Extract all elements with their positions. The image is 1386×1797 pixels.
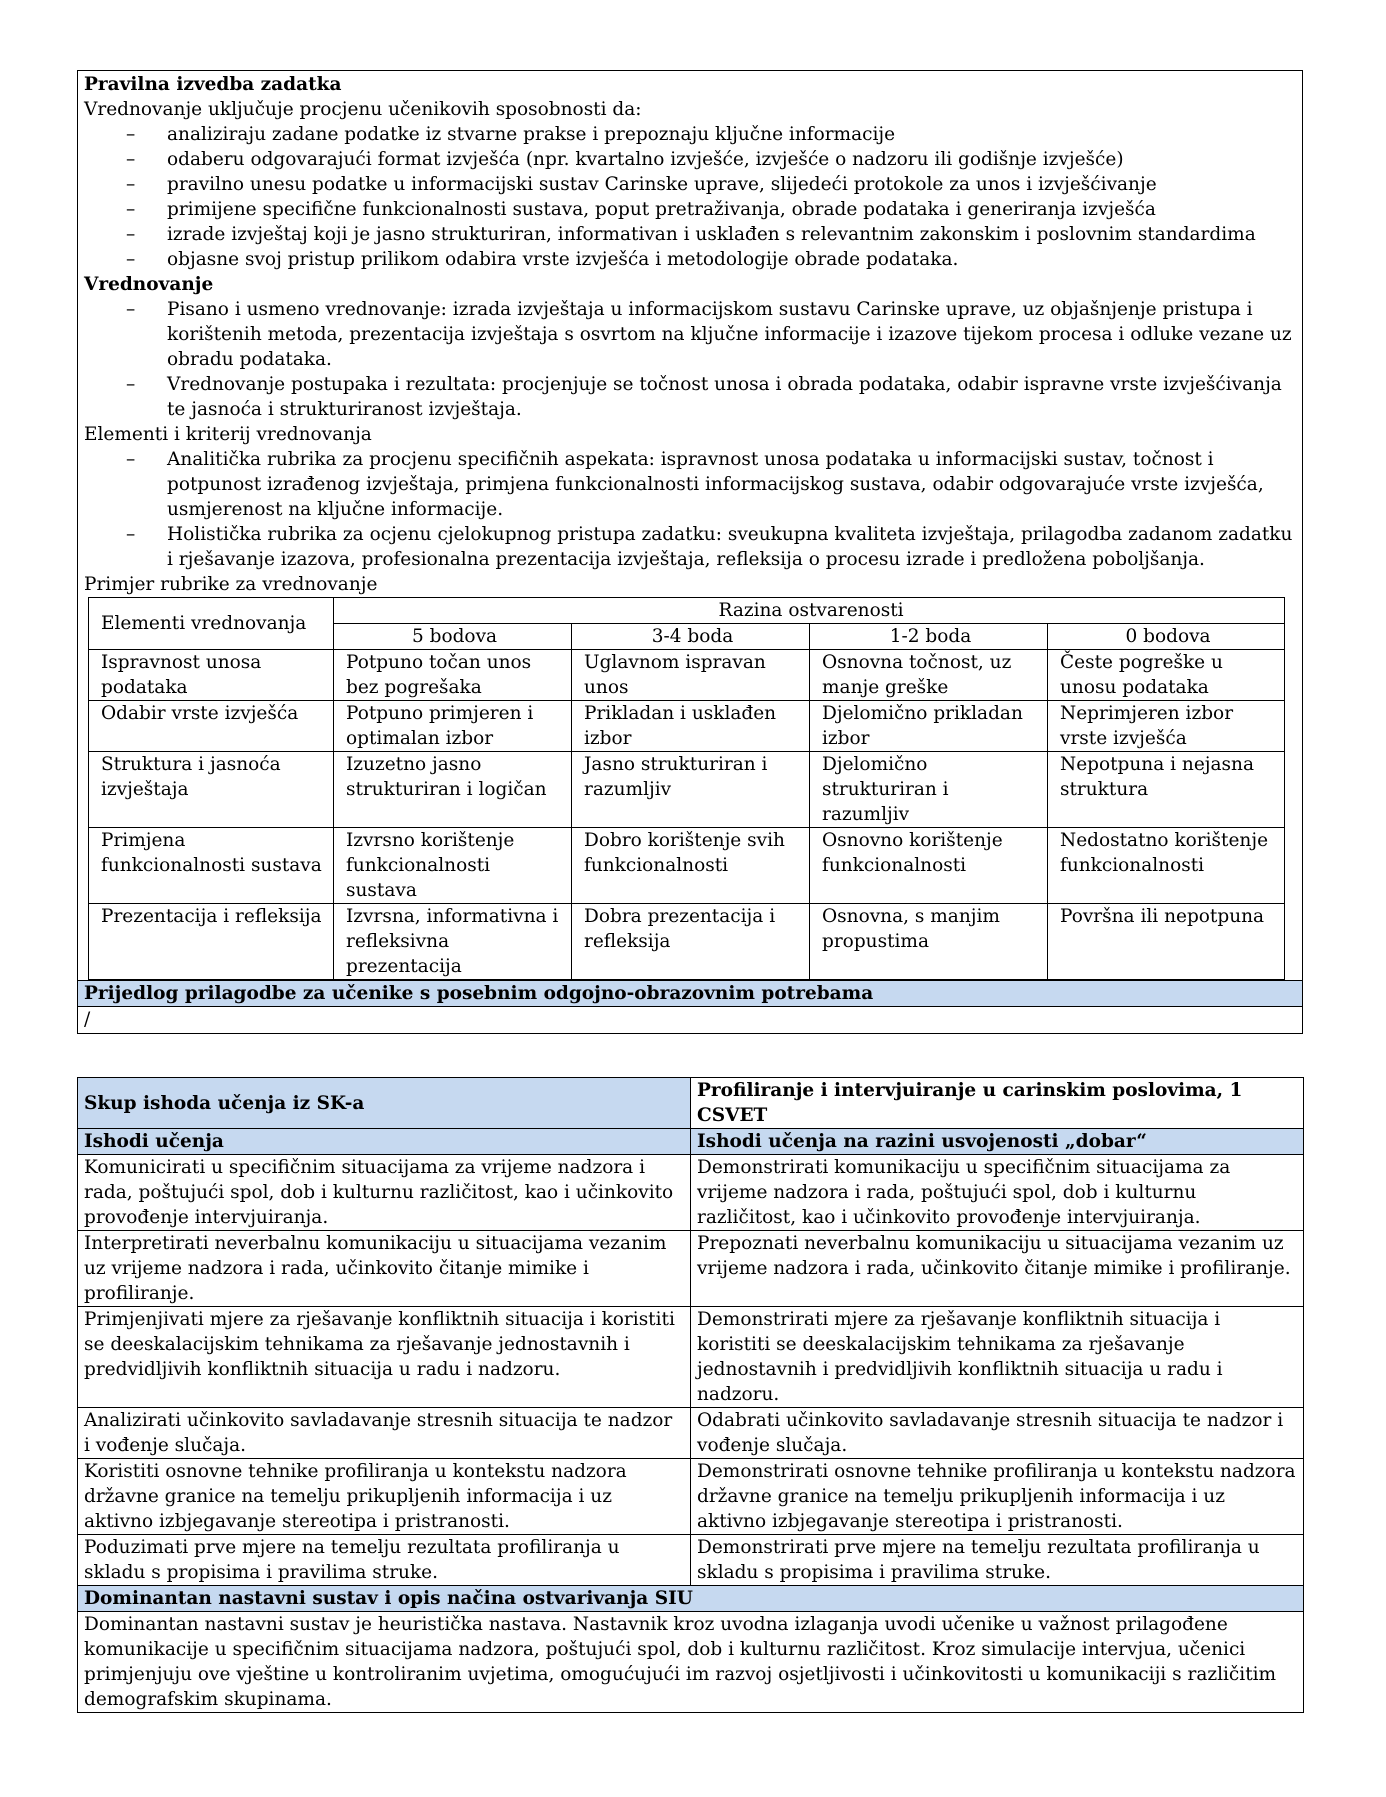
- module-title: Profiliranje i intervjuiranje u carinskim poslovima, 1 CSVET: [691, 1078, 1304, 1129]
- adaptation-value: /: [84, 1009, 91, 1030]
- outcome-cell: Prepoznati neverbalnu komunikaciju u situacijama vezanim uz vrijeme nadzora i rada, učinkovito čitanje mimike i profiliranje.: [691, 1231, 1304, 1307]
- assessment-intro: Vrednovanje uključuje procjenu učenikovih sposobnosti da:: [84, 99, 642, 120]
- outcomes-table: [77, 1077, 1304, 1713]
- rubric-cell: Česte pogreške u unosu podataka: [1048, 650, 1285, 701]
- assessment-section: [77, 70, 1303, 1034]
- rubric-cell: Primjena funkcionalnosti sustava: [89, 828, 334, 904]
- col-right-header: Ishodi učenja na razini usvojenosti „dobar“: [691, 1129, 1304, 1155]
- rubric-cell: Osnovna, s manjim propustima: [810, 904, 1048, 980]
- outcome-cell: Demonstrirati osnovne tehnike profiliranja u kontekstu nadzora državne granice na temelju prikupljenih informacija i uz aktivno izbjegavanje stereotipa i pristranosti.: [691, 1459, 1304, 1535]
- col-left-header: Ishodi učenja: [78, 1129, 691, 1155]
- rubric-cell: Potpuno točan unos bez pogrešaka: [334, 650, 572, 701]
- rubric-cell: Dobra prezentacija i refleksija: [572, 904, 810, 980]
- table-row: [78, 1535, 1304, 1586]
- outcome-cell: Analizirati učinkovito savladavanje stresnih situacija te nadzor i vođenje slučaja.: [78, 1408, 691, 1459]
- rubric-cell: Djelomično prikladan izbor: [810, 701, 1048, 752]
- assessment-heading: Pravilna izvedba zadatka: [84, 74, 342, 95]
- criteria-list: [84, 447, 1296, 572]
- rubric-cell: Dobro korištenje svih funkcionalnosti: [572, 828, 810, 904]
- adaptation-heading: Prijedlog prilagodbe za učenike s posebnim odgojno-obrazovnim potrebama: [78, 980, 1302, 1007]
- teaching-text: Dominantan nastavni sustav je heuristička nastava. Nastavnik kroz uvodna izlaganja uvodi učenike u važnost prilagođene komunikacije u specifičnim situacijama nadzora, poštujući spol, dob i kulturnu različitost. Kroz simulacije intervjua, učenici primjenjuju ove vještine u kontroliranim uvjetima, omogućujući im razvoj osjetljivosti i učinkovitosti u komunikaciji s različitim demografskim skupinama.: [78, 1612, 1304, 1713]
- table-row: [78, 1231, 1304, 1307]
- teaching-heading: Dominantan nastavni sustav i opis načina ostvarivanja SIU: [78, 1586, 1304, 1612]
- table-row: [89, 650, 1285, 701]
- rubric-level-header: 1-2 boda: [810, 624, 1048, 650]
- rubric-cell: Nedostatno korištenje funkcionalnosti: [1048, 828, 1285, 904]
- abilities-list: [84, 122, 1296, 272]
- table-row: [78, 1459, 1304, 1535]
- outcome-cell: Poduzimati prve mjere na temelju rezultata profiliranja u skladu s propisima i pravilima struke.: [78, 1535, 691, 1586]
- list-item: – Holistička rubrika za ocjenu cjelokupnog pristupa zadatku: sveukupna kvaliteta izvještaja, prilagodba zadanom zadatku i rješavanje izazova, profesionalna prezentacija izvještaja, refleksija o procesu izrade i predložena poboljšanja.: [84, 522, 1296, 572]
- list-item: – primijene specifične funkcionalnosti sustava, poput pretraživanja, obrade podataka i generiranja izvješća: [84, 197, 1296, 222]
- rubric-group-header: Razina ostvarenosti: [334, 598, 1285, 624]
- table-row: [89, 701, 1285, 752]
- rubric-cell: Struktura i jasnoća izvještaja: [89, 752, 334, 828]
- rubric-cell: Uglavnom ispravan unos: [572, 650, 810, 701]
- table-row: [78, 1155, 1304, 1231]
- criteria-heading: Elementi i kriterij vrednovanja: [84, 424, 372, 445]
- rubric-cell: Odabir vrste izvješća: [89, 701, 334, 752]
- rubric-cell: Nepotpuna i nejasna struktura: [1048, 752, 1285, 828]
- outcome-cell: Odabrati učinkovito savladavanje stresnih situacija te nadzor i vođenje slučaja.: [691, 1408, 1304, 1459]
- rubric-cell: Jasno strukturiran i razumljiv: [572, 752, 810, 828]
- rubric-cell: Neprimjeren izbor vrste izvješća: [1048, 701, 1285, 752]
- evaluation-list: [84, 297, 1296, 422]
- rubric-cell: Potpuno primjeren i optimalan izbor: [334, 701, 572, 752]
- list-item: – izrade izvještaj koji je jasno strukturiran, informativan i usklađen s relevantnim zakonskim i poslovnim standardima: [84, 222, 1296, 247]
- list-item: – Pisano i usmeno vrednovanje: izrada izvještaja u informacijskom sustavu Carinske uprave, uz objašnjenje pristupa i korištenih metoda, prezentacija izvještaja s osvrtom na ključne informacije i izazove tijekom procesa i odluke vezane uz obradu podataka.: [84, 297, 1296, 372]
- rubric-cell: Osnovna točnost, uz manje greške: [810, 650, 1048, 701]
- table-row: [78, 1408, 1304, 1459]
- outcome-cell: Primjenjivati mjere za rješavanje konfliktnih situacija i koristiti se deeskalacijskim tehnikama za rješavanje jednostavnih i predvidljivih konfliktnih situacija u radu i nadzoru.: [78, 1307, 691, 1408]
- rubric-cell: Izvrsno korištenje funkcionalnosti sustava: [334, 828, 572, 904]
- list-item: – analiziraju zadane podatke iz stvarne prakse i prepoznaju ključne informacije: [84, 122, 1296, 147]
- list-item: – Vrednovanje postupaka i rezultata: procjenjuje se točnost unosa i obrada podataka, odabir ispravne vrste izvješćivanja te jasnoća i strukturiranost izvještaja.: [84, 372, 1296, 422]
- rubric-level-header: 5 bodova: [334, 624, 572, 650]
- rubric-cell: Prikladan i usklađen izbor: [572, 701, 810, 752]
- set-label: Skup ishoda učenja iz SK-a: [78, 1078, 691, 1129]
- list-item: – Analitička rubrika za procjenu specifičnih aspekata: ispravnost unosa podataka u informacijski sustav, točnost i potpunost izrađenog izvještaja, primjena funkcionalnosti informacijskog sustava, odabir odgovarajuće vrste izvješća, usmjerenost na ključne informacije.: [84, 447, 1296, 522]
- outcome-cell: Demonstrirati komunikaciju u specifičnim situacijama za vrijeme nadzora i rada, poštujući spol, dob i kulturnu različitost, kao i učinkovito provođenje intervjuiranja.: [691, 1155, 1304, 1231]
- outcome-cell: Demonstrirati mjere za rješavanje konfliktnih situacija i koristiti se deeskalacijskim tehnikama za rješavanje jednostavnih i predvidljivih konfliktnih situacija u radu i nadzoru.: [691, 1307, 1304, 1408]
- rubric-cell: Djelomično strukturiran i razumljiv: [810, 752, 1048, 828]
- list-item: – objasne svoj pristup prilikom odabira vrste izvješća i metodologije obrade podataka.: [84, 247, 1296, 272]
- table-row: [89, 904, 1285, 980]
- list-item: – odaberu odgovarajući format izvješća (npr. kvartalno izvješće, izvješće o nadzoru ili godišnje izvješće): [84, 147, 1296, 172]
- rubric-cell: Izvrsna, informativna i refleksivna prezentacija: [334, 904, 572, 980]
- rubric-cell: Površna ili nepotpuna: [1048, 904, 1285, 980]
- outcome-cell: Interpretirati neverbalnu komunikaciju u situacijama vezanim uz vrijeme nadzora i rada, učinkovito čitanje mimike i profiliranje.: [78, 1231, 691, 1307]
- rubric-cell: Izuzetno jasno strukturiran i logičan: [334, 752, 572, 828]
- rubric-heading: Primjer rubrike za vrednovanje: [84, 574, 378, 595]
- rubric-cell: Osnovno korištenje funkcionalnosti: [810, 828, 1048, 904]
- rubric-table: [88, 597, 1285, 980]
- rubric-level-header: 0 bodova: [1048, 624, 1285, 650]
- outcome-cell: Koristiti osnovne tehnike profiliranja u kontekstu nadzora državne granice na temelju prikupljenih informacija i uz aktivno izbjegavanje stereotipa i pristranosti.: [78, 1459, 691, 1535]
- table-row: [78, 1307, 1304, 1408]
- evaluation-heading: Vrednovanje: [84, 274, 214, 295]
- rubric-cell: Ispravnost unosa podataka: [89, 650, 334, 701]
- outcome-cell: Demonstrirati prve mjere na temelju rezultata profiliranja u skladu s propisima i pravilima struke.: [691, 1535, 1304, 1586]
- rubric-cell: Prezentacija i refleksija: [89, 904, 334, 980]
- table-row: [89, 828, 1285, 904]
- rubric-col-header: Elementi vrednovanja: [89, 598, 334, 650]
- rubric-level-header: 3-4 boda: [572, 624, 810, 650]
- outcome-cell: Komunicirati u specifičnim situacijama za vrijeme nadzora i rada, poštujući spol, dob i kulturnu različitost, kao i učinkovito provođenje intervjuiranja.: [78, 1155, 691, 1231]
- table-row: [89, 752, 1285, 828]
- list-item: – pravilno unesu podatke u informacijski sustav Carinske uprave, slijedeći protokole za unos i izvješćivanje: [84, 172, 1296, 197]
